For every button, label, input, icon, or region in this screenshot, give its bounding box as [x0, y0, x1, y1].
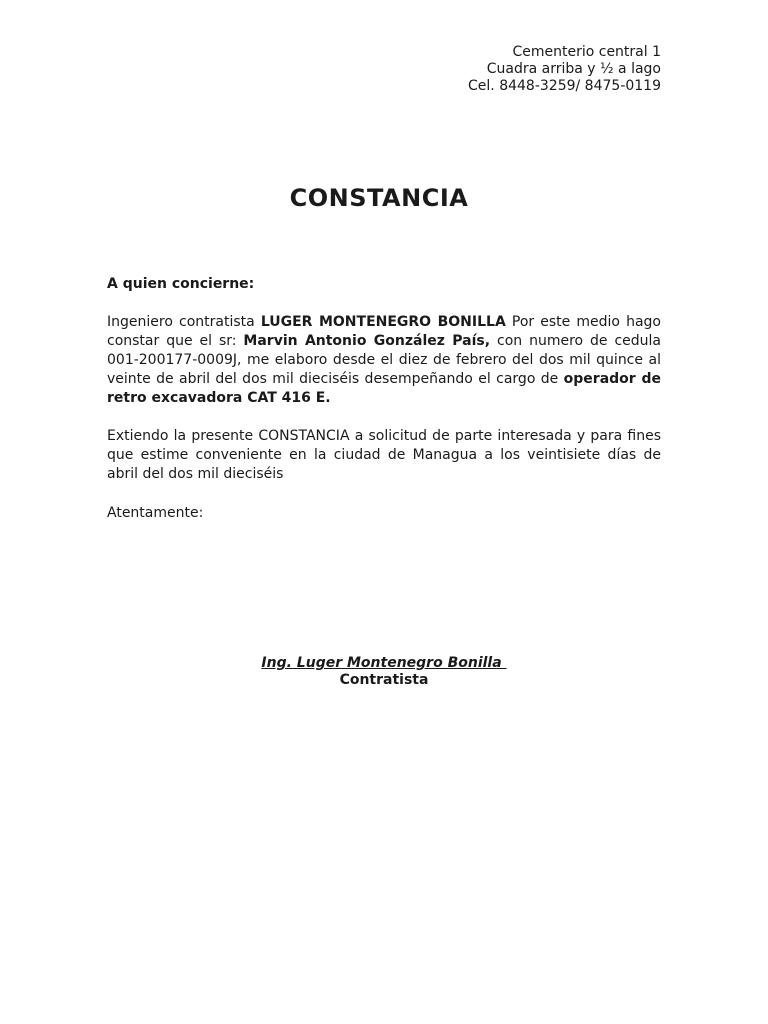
signatory-name: Ing. Luger Montenegro Bonilla [261, 655, 507, 671]
signature-block [0, 655, 768, 689]
contractor-name-bold: LUGER MONTENEGRO BONILLA [260, 314, 506, 330]
greeting: A quien concierne: [107, 276, 255, 292]
para1-text-3: con numero de cedula 001-200177-0009J, me elaboro desde el diez de febrero del dos mil quince al veinte de abril del dos mil dieciséis desempeñando el cargo de [107, 333, 661, 387]
signatory-role: Contratista [339, 672, 429, 688]
para1-text-2: Por este medio hago constar que el sr: [107, 314, 661, 349]
issuance-paragraph: Extiendo la presente CONSTANCIA a solicitud de parte interesada y para fines que estime conveniente en la ciudad de Managua a los veintisiete días de abril del dos mil dieciséis [107, 428, 661, 482]
employee-name-bold: Marvin Antonio González País, [243, 333, 491, 349]
closing-salutation: Atentamente: [107, 505, 204, 521]
certification-paragraph [107, 313, 661, 408]
address-phone-line: Cel. 8448-3259/ 8475-0119 [468, 78, 661, 94]
job-position-bold: operador de retro excavadora CAT 416 E. [107, 371, 662, 406]
document-title: CONSTANCIA [289, 184, 469, 212]
address-line-2: Cuadra arriba y ½ a lago [486, 61, 661, 77]
address-line-1: Cementerio central 1 [512, 44, 661, 60]
sender-address [468, 44, 661, 95]
para1-text-1: Ingeniero contratista [107, 314, 261, 330]
